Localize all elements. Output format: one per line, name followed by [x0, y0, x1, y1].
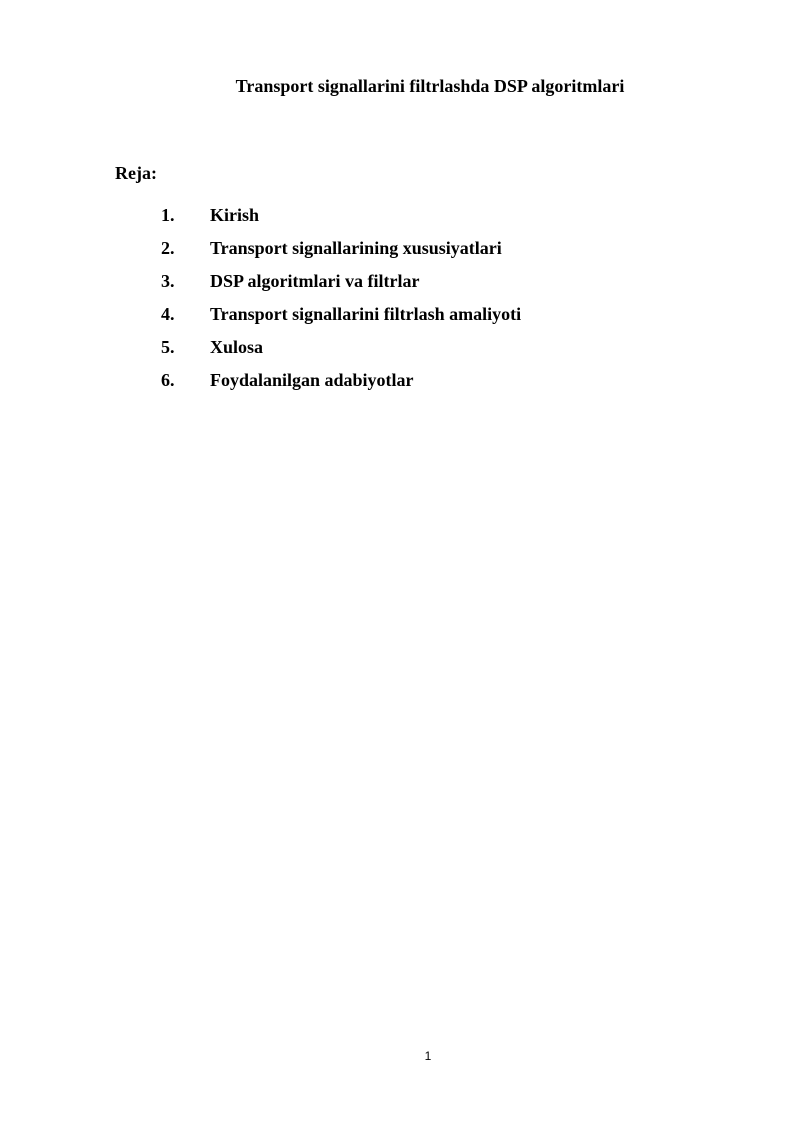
toc-item-number: 1.	[161, 205, 175, 225]
toc-item-text: Foydalanilgan adabiyotlar	[210, 370, 414, 390]
page-title: Transport signallarini filtrlashda DSP algoritmlari	[235, 76, 625, 96]
toc-item-text: Transport signallarini filtrlash amaliyoti	[210, 304, 522, 324]
toc-item-number: 6.	[161, 370, 175, 390]
toc-item-text: DSP algoritmlari va filtrlar	[210, 271, 420, 291]
toc-item-text: Kirish	[210, 205, 260, 225]
toc-item-number: 3.	[161, 271, 175, 291]
toc-item-number: 2.	[161, 238, 175, 258]
page-number: 1	[424, 1049, 432, 1063]
plan-heading: Reja:	[115, 163, 157, 183]
toc-item-number: 5.	[161, 337, 175, 357]
toc-item-text: Xulosa	[210, 337, 264, 357]
toc-item-number: 4.	[161, 304, 175, 324]
toc-item-text: Transport signallarining xususiyatlari	[210, 238, 502, 258]
